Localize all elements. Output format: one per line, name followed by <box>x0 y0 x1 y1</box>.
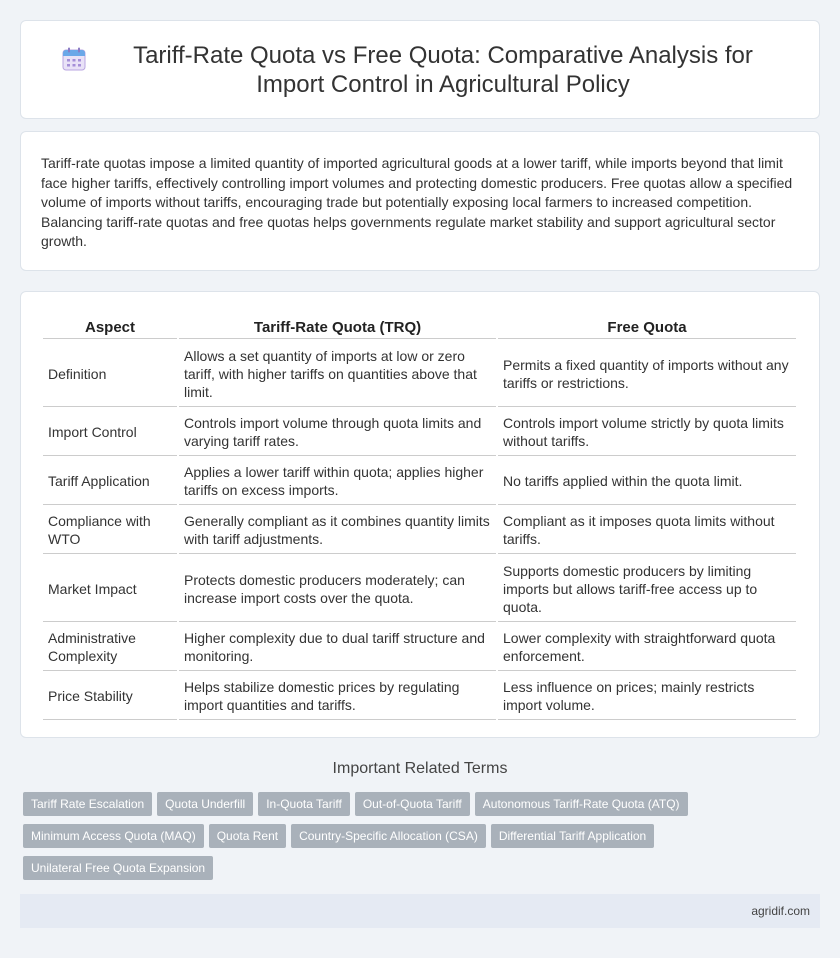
related-term-tag[interactable]: Out-of-Quota Tariff <box>355 792 470 816</box>
header-card <box>20 20 820 119</box>
cell-trq: Controls import volume through quota limits and varying tariff rates. <box>179 409 496 456</box>
cell-trq: Generally compliant as it combines quantity limits with tariff adjustments. <box>179 507 496 554</box>
cell-trq: Applies a lower tariff within quota; applies higher tariffs on excess imports. <box>179 458 496 505</box>
header-trq: Tariff-Rate Quota (TRQ) <box>179 314 496 339</box>
header-free-quota: Free Quota <box>498 314 796 339</box>
related-term-tag[interactable]: Unilateral Free Quota Expansion <box>23 856 213 880</box>
table-row <box>43 458 796 505</box>
related-term-tag[interactable]: In-Quota Tariff <box>258 792 350 816</box>
cell-aspect: Administrative Complexity <box>43 624 177 671</box>
cell-free-quota: No tariffs applied within the quota limit. <box>498 458 796 505</box>
cell-free-quota: Compliant as it imposes quota limits without tariffs. <box>498 507 796 554</box>
footer-site-link[interactable]: agridif.com <box>751 904 810 918</box>
related-term-tag[interactable]: Quota Rent <box>209 824 286 848</box>
cell-free-quota: Lower complexity with straightforward quota enforcement. <box>498 624 796 671</box>
cell-trq: Higher complexity due to dual tariff structure and monitoring. <box>179 624 496 671</box>
table-row <box>43 624 796 671</box>
related-terms-title: Important Related Terms <box>332 760 508 777</box>
cell-aspect: Tariff Application <box>43 458 177 505</box>
related-term-tag[interactable]: Autonomous Tariff-Rate Quota (ATQ) <box>475 792 688 816</box>
related-terms-list <box>20 792 820 888</box>
table-header-row <box>43 314 796 339</box>
cell-aspect: Import Control <box>43 409 177 456</box>
intro-text: Tariff-rate quotas impose a limited quantity of imported agricultural goods at a lower tariff, while imports beyond that limit face higher tariffs, effectively controlling import volumes and protecting domestic producers. Free quotas allow a specified volume of imports without tariffs, encouraging trade but potentially exposing local farmers to increased competition. Balancing tariff-rate quotas and free quotas helps governments regulate market stability and support agricultural sector growth. <box>41 155 793 249</box>
cell-free-quota: Less influence on prices; mainly restricts import volume. <box>498 673 796 720</box>
header-aspect: Aspect <box>43 314 177 339</box>
table-row <box>43 507 796 554</box>
table-row <box>43 409 796 456</box>
related-term-tag[interactable]: Quota Underfill <box>157 792 253 816</box>
related-term-tag[interactable]: Differential Tariff Application <box>491 824 654 848</box>
comparison-table-card <box>20 291 820 738</box>
related-term-tag[interactable]: Tariff Rate Escalation <box>23 792 152 816</box>
table-row <box>43 556 796 622</box>
cell-free-quota: Supports domestic producers by limiting imports but allows tariff-free access up to quota. <box>498 556 796 622</box>
cell-free-quota: Controls import volume strictly by quota limits without tariffs. <box>498 409 796 456</box>
table-row <box>43 341 796 407</box>
page-title: Tariff-Rate Quota vs Free Quota: Comparative Analysis for Import Control in Agricultural Policy <box>133 41 753 98</box>
related-term-tag[interactable]: Minimum Access Quota (MAQ) <box>23 824 204 848</box>
header-inner <box>61 41 779 99</box>
cell-aspect: Compliance with WTO <box>43 507 177 554</box>
cell-trq: Allows a set quantity of imports at low or zero tariff, with higher tariffs on quantities above that limit. <box>179 341 496 407</box>
comparison-table <box>41 312 798 722</box>
cell-free-quota: Permits a fixed quantity of imports without any tariffs or restrictions. <box>498 341 796 407</box>
calendar-icon <box>61 46 87 72</box>
table-row <box>43 673 796 720</box>
related-term-tag[interactable]: Country-Specific Allocation (CSA) <box>291 824 486 848</box>
intro-card <box>20 131 820 271</box>
cell-trq: Protects domestic producers moderately; can increase import costs over the quota. <box>179 556 496 622</box>
cell-trq: Helps stabilize domestic prices by regulating import quantities and tariffs. <box>179 673 496 720</box>
cell-aspect: Price Stability <box>43 673 177 720</box>
related-terms-section <box>20 760 820 888</box>
cell-aspect: Definition <box>43 341 177 407</box>
footer <box>20 894 820 928</box>
cell-aspect: Market Impact <box>43 556 177 622</box>
